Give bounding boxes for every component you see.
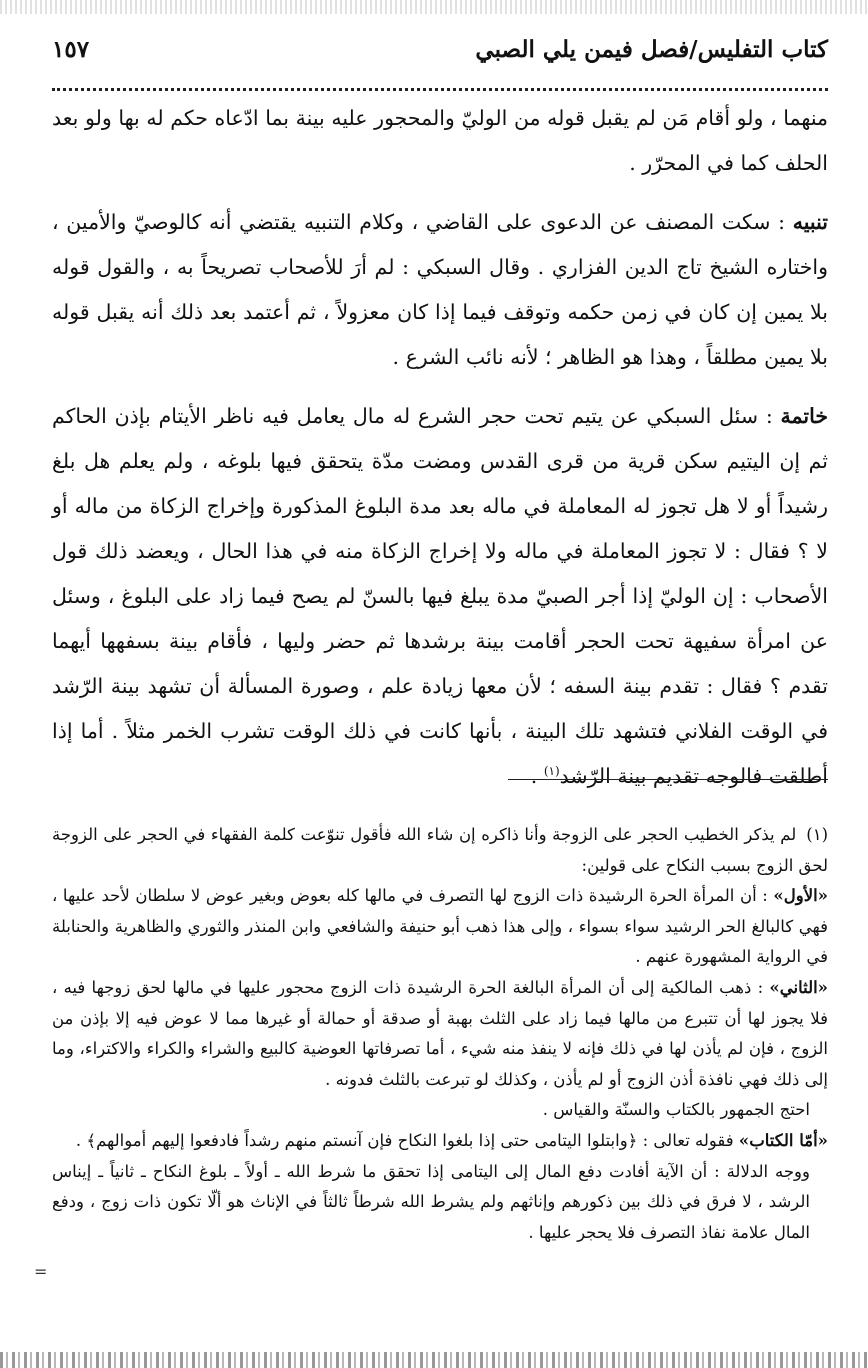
footnote-second-opinion [52,973,828,1095]
paragraph-1-text: منهما ، ولو أقام مَن لم يقبل قوله من الوليّ والمحجور عليه بينة بما ادّعاه حكم له بها ولو بعد الحلف كما في المحرّر . [52,106,828,175]
khatima-text: : سئل السبكي عن يتيم تحت حجر الشرع له مال يعامل فيه ناظر الأيتام بإذن الحاكم ثم إن اليتيم سكن قرية من قرى القدس ومضت مدّة يتحقق فيها بلوغه ، ولم يعلم هل بلغ رشيداً أو لا هل تجوز له المعاملة في ماله بعد مدة البلوغ المذكورة وإخراج الزكاة من ماله أو لا ؟ فقال : لا تجوز المعاملة في ماله ولا إخراج الزكاة منه في هذا الحال ، ويعضد ذلك قول الأصحاب : إن الوليّ إذا أجر الصبيّ مدة يبلغ فيها بالسنّ لم يصح فيما زاد على البلوغ ، وسئل عن امرأة سفيهة تحت الحجر أقامت بينة برشدها ثم حضر وليها ، فأقام بينة بسفهها أيهما تقدم ؟ فقال : تقدم بينة السفه ؛ لأن معها زيادة علم ، وصورة المسألة أن تشهد بينة الرّشد في الوقت الفلاني فتشهد تلك البينة ، بأنها كانت في ذلك الوقت تشرب الخمر مثلاً . أما إذا أطلقت فالوجه تقديم بينة الرّشد [52,404,828,788]
footnote-1-intro [52,820,828,881]
first-opinion-text: : أن المرأة الحرة الرشيدة ذات الزوج لها التصرف في مالها كله بعوض وبغير عوض لا سلطان لأحد عليها ، فهي كالبالغ الحر الرشيد سواء بسواء ، وإلى هذا ذهب أبو حنيفة والشافعي وابن المنذر والثوري والظاهرية والحنابلة في الرواية المشهورة عنهم . [52,886,828,967]
paragraph-tanbih [52,200,828,380]
main-text [52,96,828,799]
continuation-mark: = [34,1262,48,1281]
evidence-text: ووجه الدلالة : أن الآية أفادت دفع المال إلى اليتامى إذا تحقق ما شرط الله ـ أولاً ـ بلوغ النكاح ـ ثانياً ـ إيناس الرشد ، لا فرق في ذلك بين ذكورهم وإناثهم ولم يشرط الله شرطاً ثالثاً في الإناث هو ألّا تكون ذات زوج ، ودفع المال علامة نفاذ التصرف فلا يحجر عليها . [52,1161,810,1242]
paragraph-1 [52,96,828,186]
footnote-separator [508,779,828,780]
second-opinion-label: «الثاني» [769,977,828,997]
majority-text: احتج الجمهور بالكتاب والسنّة والقياس . [542,1100,810,1120]
second-opinion-text: : ذهب المالكية إلى أن المرأة البالغة الحرة الرشيدة ذات الزوج محجور عليها في مالها لحق زوجها فيه ، فلا يجوز لها أن تتبرع من مالها فيما زاد على الثلث بهبة أو صدقة أو حمالة أو غيرها مما لا عوض فيه إلا بإذن من الزوج ، فإن لم يأذن لها في ذلك فإنه لا ينفذ منه شيء ، أما تصرفاتها العوضية كالبيع والشراء والكراء والاكتراء، وما إلى ذلك فهي نافذة أذن الزوج أو لم يأذن ، وكذلك لو تبرعت بالثلث فدونه . [52,977,828,1089]
top-ornament [0,0,868,14]
header-dotted-rule [52,88,828,91]
paragraph-khatima [52,394,828,799]
tanbih-text: : سكت المصنف عن الدعوى على القاضي ، وكلام التنبيه يقتضي أنه كالوصيّ والأمين ، واختاره الشيخ تاج الدين الفزاري . وقال السبكي : لم أرَ للأصحاب تصريحاً به ، والقول قوله بلا يمين إن كان في زمن حكمه وتوقف فيما إذا كان معزولاً ، ثم أعتمد بعد ذلك أنه يقبل قوله بلا يمين مطلقاً ، وهذا هو الظاهر ؛ لأنه نائب الشرع . [52,210,828,369]
khatima-heading: خاتمة [780,404,828,428]
tanbih-heading: تنبيه [792,210,828,234]
quran-text: فقوله تعالى : ﴿وابتلوا اليتامى حتى إذا بلغوا النكاح فإن آنستم منهم رشداً فادفعوا إليهم أموالهم﴾ . [75,1130,739,1150]
bottom-ornament [0,1352,868,1368]
footnotes [52,820,828,1248]
page-header [52,36,828,76]
running-title: كتاب التفليس/فصل فيمن يلي الصبي [475,36,828,63]
footnote-quran [52,1126,828,1157]
footnote-1-intro-text: لم يذكر الخطيب الحجر على الزوجة وأنا ذاكره إن شاء الله فأقول تنوّعت كلمة الفقهاء في الحجر على الزوجة لحق الزوج بسبب النكاح على قولين: [52,825,828,875]
footnote-majority [52,1095,828,1126]
footnote-reference[interactable]: (١) [543,764,560,779]
page-number: ١٥٧ [52,36,90,63]
first-opinion-label: «الأول» [773,886,828,906]
khatima-end: . [530,764,544,788]
footnote-first-opinion [52,881,828,973]
footnote-evidence [52,1157,828,1249]
quran-label: «أمّا الكتاب» [738,1130,828,1150]
footnote-marker: (١) [806,825,828,844]
